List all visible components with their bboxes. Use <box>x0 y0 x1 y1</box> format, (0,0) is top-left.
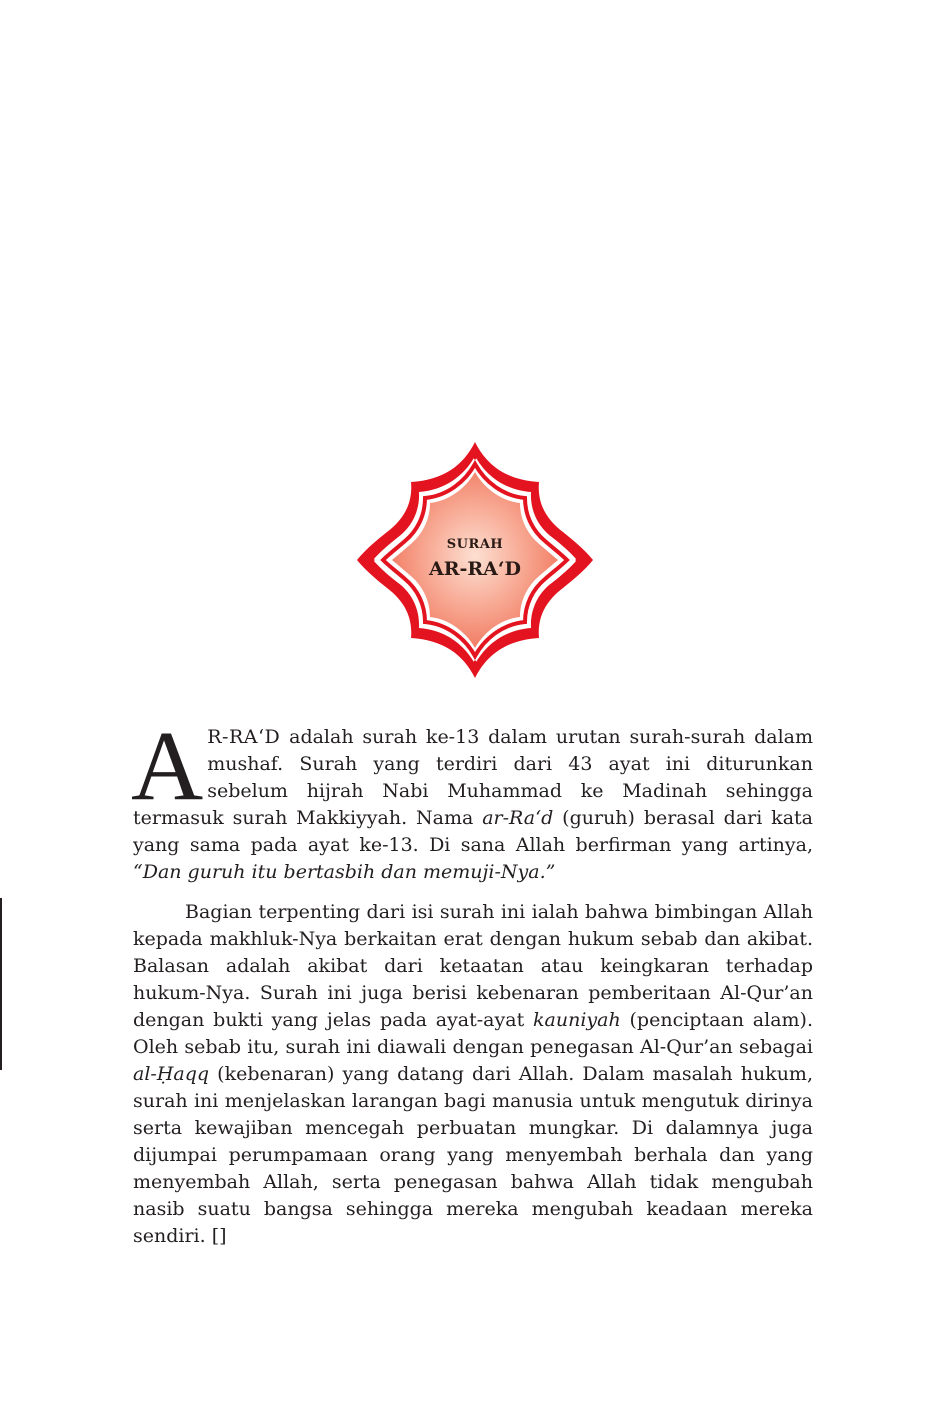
main-text-1: Bagian terpenting dari isi surah ini ialah bahwa bimbingan Allah kepada makhluk-Nya berkaitan erat dengan hukum sebab dan akibat. Balasan adalah akibat dari ketaatan atau keingkaran terhadap hukum-Nya. Surah ini juga berisi kebenaran pemberitaan Al-Qur’an dengan bukti yang jelas pada ayat-ayat <box>133 901 813 1031</box>
intro-text-2: (guruh) berasal dari kata yang sama pada ayat ke-13. Di sana Allah berfirman yang artinya, <box>133 807 813 856</box>
main-text-3: (kebenaran) yang datang dari Allah. Dalam masalah hukum, surah ini menjelaskan larangan bagi manusia untuk mengutuk dirinya serta kewajiban mencegah perbuatan mungkar. Di dalamnya juga dijumpai perumpamaan orang yang menyembah berhala dan yang menyembah Allah, serta penegasan bahwa Allah tidak mengubah nasib suatu bangsa sehingga mereka mengubah keadaan mereka sendiri. <box>133 1063 813 1247</box>
term-al-haqq: al-Ḥaqq <box>133 1063 210 1085</box>
surah-emblem <box>355 440 595 680</box>
surah-name-italic: ar-Ra‘d <box>482 807 554 829</box>
main-text-2: (penciptaan alam). Oleh sebab itu, surah ini diawali dengan penegasan Al-Qur’an sebagai <box>133 1009 813 1058</box>
article-body <box>131 710 813 1250</box>
margin-rule <box>0 898 2 1070</box>
drop-cap: A <box>131 710 204 821</box>
verse-quote: “Dan guruh itu bertasbih dan memuji-Nya.” <box>133 861 556 883</box>
lead-in: R-RA‘D <box>207 726 281 748</box>
end-mark: [] <box>211 1225 227 1247</box>
paragraph-main <box>133 899 813 1250</box>
surah-label: SURAH <box>446 537 504 552</box>
paragraph-intro <box>131 710 813 886</box>
term-kauniyah: kauniyah <box>533 1009 621 1031</box>
emblem-caption <box>355 537 595 582</box>
surah-title: AR-RA‘D <box>428 558 522 580</box>
intro-text-1: adalah surah ke-13 dalam urutan surah-surah dalam mushaf. Surah yang terdiri dari 43 ayat ini diturunkan sebelum hijrah Nabi Muhammad ke Madinah sehingga termasuk surah Makkiyyah. Nama <box>133 726 813 829</box>
